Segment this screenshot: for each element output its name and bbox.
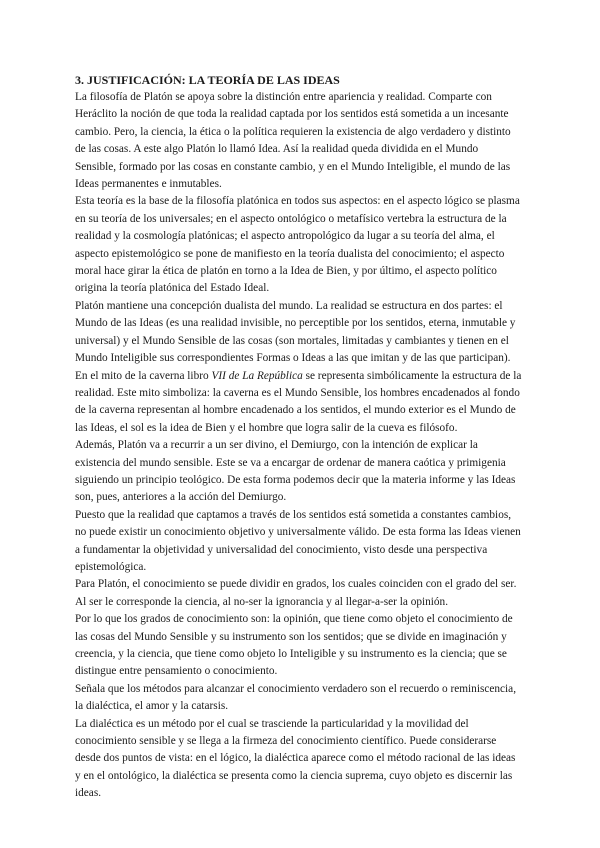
paragraph-metodos: Señala que los métodos para alcanzar el conocimiento verdadero son el recuerdo o reminiscencia, la dialéctica, el amor y la catarsis.	[75, 682, 517, 713]
cave-text-after: se representa simbólicamente la estructura de la realidad. Este mito simboliza: la caverna es el Mundo Sensible, los hombres encadenados al fondo de la caverna representan al hombre encadenado a los sentidos, el mundo exterior es el Mundo de las Ideas, el sol es la idea de Bien y el hombre que logra salir de la cueva es filósofo.	[75, 369, 522, 434]
paragraph-apariencia-realidad: La filosofía de Platón se apoya sobre la distinción entre apariencia y realidad. Comparte con Heráclito la noción de que toda la realidad captada por los sentidos está sometida a un incesante cambio. Pero, la ciencia, la ética o la política requieren la existencia de algo verdadero y distinto de las cosas. A este algo Platón lo llamó Idea. Así la realidad queda dividida en el Mundo Sensible, formado por las cosas en constante cambio, y en el Mundo Inteligible, el mundo de las Ideas permanentes e inmutables.	[75, 91, 511, 191]
paragraph-grados-conocimiento: Por lo que los grados de conocimiento son: la opinión, que tiene como objeto el conocimiento de las cosas del Mundo Sensible y su instrumento son los sentidos; que se divide en imaginación y creencia, y la ciencia, que tiene como objeto lo Inteligible y su instrumento es la ciencia; que se distingue entre pensamiento o conocimiento.	[75, 613, 513, 678]
paragraph-demiurgo: Además, Platón va a recurrir a un ser divino, el Demiurgo, con la intención de explicar la existencia del mundo sensible. Este se va a encargar de ordenar de manera caótica y primigenia siguiendo un principio teológico. De esta forma podemos decir que la materia informe y las Ideas son, pues, anteriores a la acción del Demiurgo.	[75, 439, 516, 504]
paragraph-aspectos-teoria: Esta teoría es la base de la filosofía platónica en todos sus aspectos: en el aspecto lógico se plasma en su teoría de los universales; en el aspecto ontológico o metafísico vertebra la estructura de la realidad y la cosmología platónicas; el aspecto antropológico da lugar a su teoría del alma, el aspecto epistemológico se pone de manifiesto en la teoría dualista del conocimiento; el aspecto moral hace girar la ética de platón en torno a la Idea de Bien, y por último, el aspecto político origina la teoría platónica del Estado Ideal.	[75, 195, 520, 295]
book-title-italic: VII de La República	[211, 369, 303, 382]
section-heading: 3. JUSTIFICACIÓN: LA TEORÍA DE LAS IDEAS	[75, 73, 340, 87]
cave-text-before: En el mito de la caverna libro	[75, 369, 212, 382]
paragraph-grados-ser: Para Platón, el conocimiento se puede dividir en grados, los cuales coinciden con el grado del ser. Al ser le corresponde la ciencia, al no-ser la ignorancia y al llegar-a-ser la opinión.	[75, 578, 517, 608]
paragraph-mito-caverna	[75, 368, 522, 438]
paragraph-dialectica: La dialéctica es un método por el cual se trasciende la particularidad y la movilidad del conocimiento sensible y se llega a la firmeza del conocimiento científico. Puede considerarse desde dos puntos de vista: en el lógico, la dialéctica aparece como el método racional de las ideas y en el ontológico, la dialéctica se presenta como la ciencia suprema, cuyo objeto es discernir las ideas.	[75, 717, 516, 800]
paragraph-concepcion-dualista: Platón mantiene una concepción dualista del mundo. La realidad se estructura en dos partes: el Mundo de las Ideas (es una realidad invisible, no perceptible por los sentidos, eterna, inmutable y universal) y el Mundo Sensible de las cosas (son mortales, limitadas y cambiantes y tienen en el Mundo Inteligible sus correspondientes Formas o Ideas a las que imitan y de las que participan).	[75, 299, 516, 365]
paragraph-objetividad: Puesto que la realidad que captamos a través de los sentidos está sometida a constantes cambios, no puede existir un conocimiento objetivo y universalmente válido. De esta forma las Ideas vienen a fundamentar la objetividad y universalidad del conocimiento, visto desde una perspectiva epistemológica.	[75, 508, 521, 573]
